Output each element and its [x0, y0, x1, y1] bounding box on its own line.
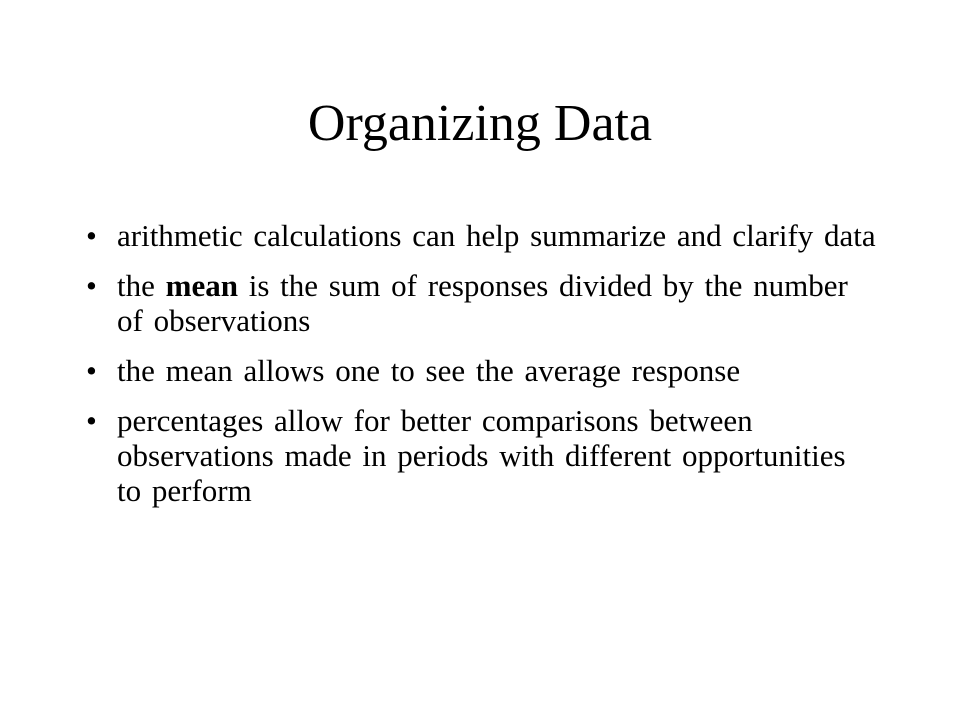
bullet-item [86, 353, 876, 388]
bullet-text [117, 268, 848, 338]
bullet-text: arithmetic calculations can help summarize and clarify data [117, 218, 876, 253]
bullet-icon: • [86, 403, 97, 438]
bullet-item [86, 218, 876, 253]
bullet-text: the mean allows one to see the average response [117, 353, 741, 388]
bullet-icon: • [86, 268, 97, 303]
bullet-item [86, 268, 876, 338]
bullet-icon: • [86, 353, 97, 388]
bullet-list [86, 218, 876, 523]
bullet-text: percentages allow for better comparisons between observations made in periods with different opportunities to perform [117, 403, 846, 508]
bullet-item [86, 403, 876, 508]
bullet-bold-term: mean [165, 268, 238, 303]
bullet-icon: • [86, 218, 97, 253]
slide-title: Organizing Data [307, 95, 653, 152]
bullet-text-post: is the sum of responses divided by the number of observations [117, 268, 848, 338]
bullet-text-pre: the [117, 268, 166, 303]
